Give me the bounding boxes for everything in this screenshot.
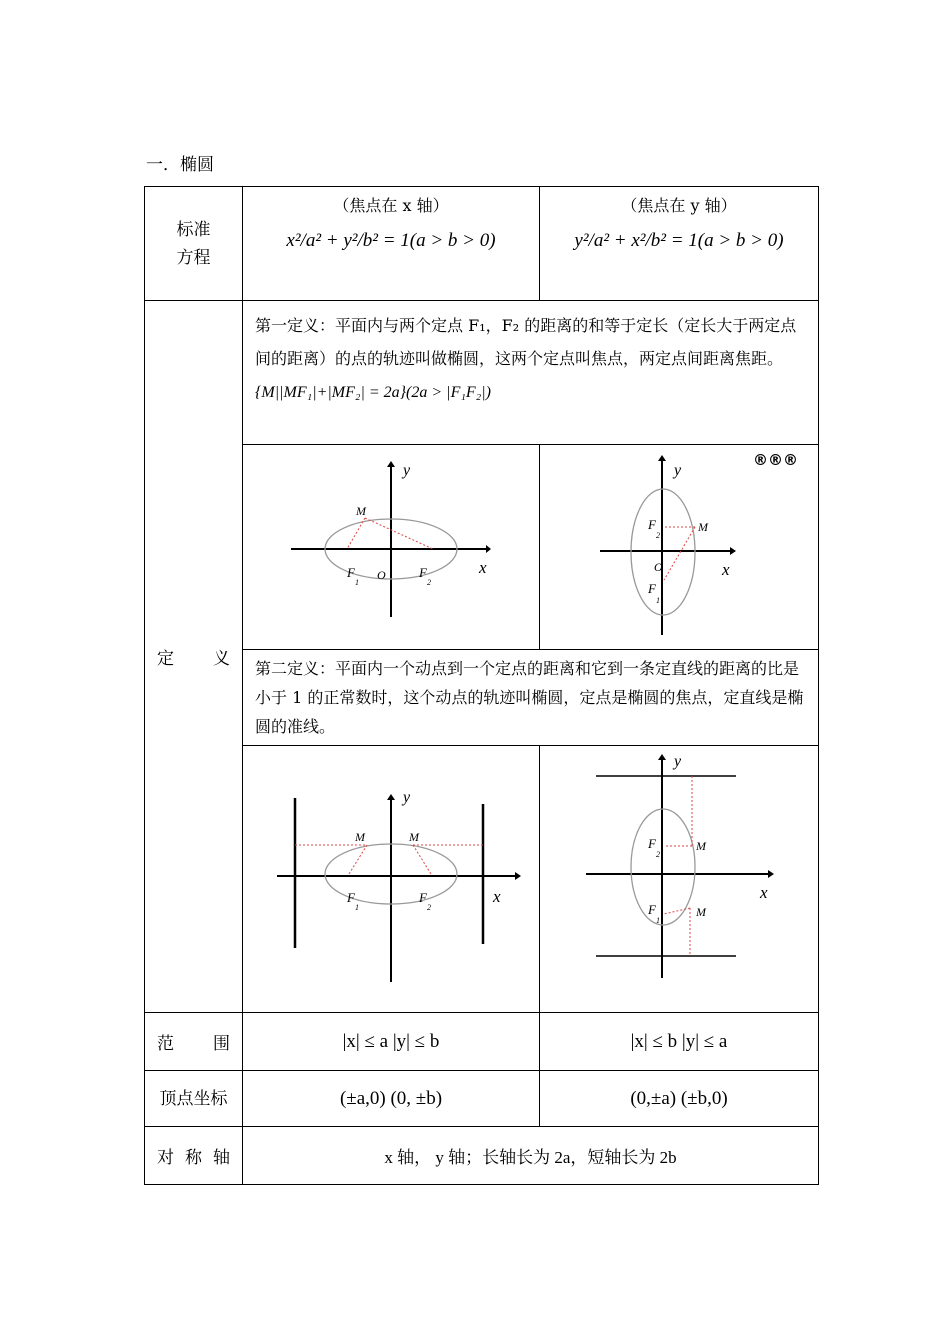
figure-vertical-ellipse [540,445,819,650]
axis-label-y: y [674,462,682,479]
horizontal-directrix-diagram [243,746,540,1008]
origin-label: O [654,560,663,574]
ellipse-table [144,186,819,1185]
point-label-m-lower: M [696,905,706,919]
horizontal-ellipse-diagram [243,445,540,645]
label-char: 对 [157,1148,174,1168]
focus-label-f2: F [419,890,427,905]
label-vertex [145,1071,243,1127]
focus-sub-1: 1 [656,596,660,605]
vertex-x-text: (±a,0) (0, ±b) [339,1087,443,1109]
label-char: 定 [157,649,174,669]
label-char: 范 [157,1034,174,1054]
focus-sub-1: 1 [355,578,359,587]
row-first-figures [145,445,819,650]
first-definition-cell [243,301,819,445]
figure-horizontal-directrix [243,746,540,1013]
row-second-definition [145,650,819,746]
vertical-directrix-diagram [540,746,819,1008]
axis-label-y: y [674,753,682,770]
focus-sub-2: 2 [427,903,431,912]
label-char: 称 [185,1148,202,1168]
figure-vertical-directrix [540,746,819,1013]
row-symmetry [145,1127,819,1185]
focus-label-f1: F [648,581,656,596]
axis-label-x: x [760,883,768,902]
vertex-y-axis [540,1071,819,1127]
first-definition-text: 第一定义：平面内与两个定点 F₁，F₂ 的距离的和等于定长（定长大于两定点间的距离）的点的轨迹叫做椭圆，这两个定点叫焦点，两定点间距离焦距。 [255,316,797,368]
label-vertex-text: 顶点坐标 [159,1088,228,1109]
row-standard-equation [145,187,819,301]
focus-sub-2: 2 [656,531,660,540]
focus-label-f1: F [347,565,355,580]
range-x-axis [243,1013,540,1071]
symmetry-text: x 轴， y 轴；长轴长为 2a，短轴长为 2b [384,1148,677,1167]
range-y-axis [540,1013,819,1071]
label-line-1: 标准 [176,219,211,240]
axis-label-x: x [479,558,487,577]
label-definition [145,301,243,1013]
figure-horizontal-ellipse [243,445,540,650]
vertex-x-axis [243,1071,540,1127]
origin-label: O [377,568,386,582]
point-label-m: M [356,504,366,518]
focus-label-f1: F [347,890,355,905]
label-symmetry [145,1127,243,1185]
focus-sub-1: 1 [656,916,660,925]
focus-sub-1: 1 [355,903,359,912]
label-range [145,1013,243,1071]
y-axis-equation: y²/a² + x²/b² = 1(a > b > 0) [574,230,784,251]
x-axis-caption: （焦点在 x 轴） [333,196,449,215]
first-definition-math: {M||MF₁|+|MF₂| = 2a}(2a > |F₁F₂|) [255,384,491,401]
focus-label-f2: F [648,836,656,851]
label-char: 义 [213,649,230,669]
reg-mark: ®®® [753,451,798,469]
second-definition-text: 第二定义：平面内一个动点到一个定点的距离和它到一条定直线的距离的比是小于 1 的正常数时，这个动点的轨迹叫椭圆，定点是椭圆的焦点，定直线是椭圆的准线。 [255,659,804,736]
y-axis-caption: （焦点在 y 轴） [621,196,737,215]
axis-label-x: x [493,887,501,906]
vertex-y-text: (0,±a) (±b,0) [630,1087,728,1109]
focus-sub-2: 2 [656,850,660,859]
axis-label-y: y [403,789,411,806]
row-vertex [145,1071,819,1127]
range-y-text: |x| ≤ b |y| ≤ a [630,1030,728,1052]
point-label-m-left: M [355,830,365,844]
focus-label-f1: F [648,902,656,917]
symmetry-cell [243,1127,819,1185]
focus-sub-2: 2 [427,578,431,587]
axis-label-x: x [722,560,730,579]
cell-x-axis-equation [243,187,540,301]
point-label-m-upper: M [696,839,706,853]
point-label-m: M [698,520,708,534]
row-range [145,1013,819,1071]
label-standard-equation [145,187,243,301]
label-char: 围 [213,1034,230,1054]
axis-label-y: y [403,462,411,479]
row-first-definition [145,301,819,445]
point-label-m-right: M [409,830,419,844]
focus-label-f2: F [419,565,427,580]
x-axis-equation: x²/a² + y²/b² = 1(a > b > 0) [286,230,496,251]
vertical-ellipse-diagram [540,445,819,645]
row-second-figures [145,746,819,1013]
cell-y-axis-equation [540,187,819,301]
label-char: 轴 [213,1148,230,1168]
label-line-2: 方程 [176,247,211,268]
range-x-text: |x| ≤ a |y| ≤ b [342,1030,440,1052]
section-heading: 一．椭圆 [146,155,214,175]
focus-label-f2: F [648,517,656,532]
second-definition-cell [243,650,819,746]
